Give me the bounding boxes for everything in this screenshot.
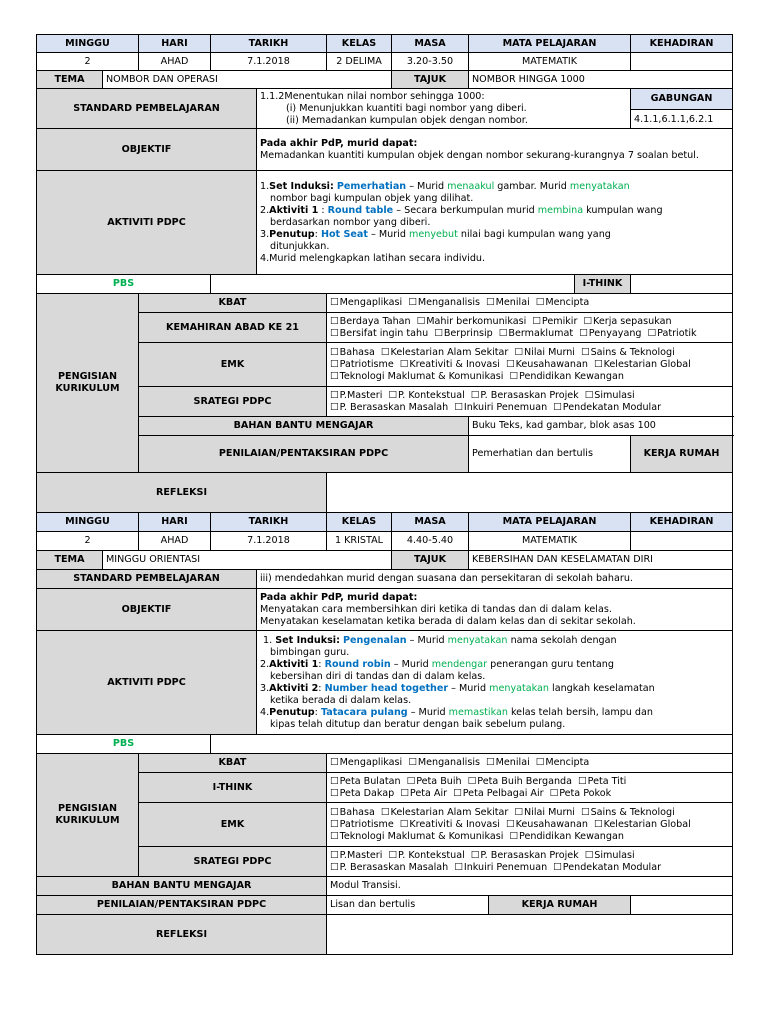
standard-line: (ii) Memadankan kumpulan objek dengan nombor.	[286, 114, 528, 126]
label-aktiviti: AKTIVITI PDPC	[37, 631, 257, 735]
checkbox-option[interactable]: ☐ Kelestarian Alam Sekitar	[381, 347, 508, 358]
activity-text: – Murid	[367, 228, 409, 240]
objektif-heading: Pada akhir PdP, murid dapat:	[260, 591, 418, 603]
checkbox-option[interactable]: ☐ Mengaplikasi	[330, 757, 402, 768]
cell-aktiviti: 1.Set Induksi: Pemerhatian – Murid menaakul gambar. Murid menyatakan nombor bagi kumpulan objek yang dilihat. 2.Aktiviti 1 : Round table – Secara berkumpulan murid membina kumpulan wang berdasarkan nombor yang diberi. 3.Penutup: Hot Seat – Murid menyebut nilai bagi kumpulan wang yang ditunjukkan. 4.Murid melengkapkan latihan secara individu.	[257, 171, 733, 275]
activity-sep: :	[318, 658, 325, 670]
checkbox-option[interactable]: ☐ Kerja sepasukan	[583, 316, 671, 327]
checkbox-option[interactable]: ☐ Pendekatan Modular	[553, 402, 661, 413]
checkbox-option[interactable]: ☐ P. Berasaskan Projek	[471, 390, 579, 401]
header-kelas: KELAS	[327, 35, 392, 53]
label-tema: TEMA	[37, 71, 103, 89]
activity-text: kumpulan wang	[583, 204, 663, 216]
activity-text: nama sekolah dengan	[507, 634, 617, 646]
activity-text: kebersihan diri di tandas dan di dalam kelas.	[270, 670, 486, 682]
activity-label: Aktiviti 2	[269, 682, 319, 694]
checkbox-option[interactable]: ☐ Inkuiri Penemuan	[454, 402, 547, 413]
activity-text: nombor bagi kumpulan objek yang dilihat.	[270, 192, 474, 204]
standard-line: (i) Menunjukkan kuantiti bagi nombor yang diberi.	[286, 102, 527, 114]
header-tarikh: TARIKH	[211, 35, 327, 53]
cell-emk	[327, 343, 733, 387]
cell-kehadiran	[631, 53, 733, 71]
activity-text: ketika berada di dalam kelas.	[270, 694, 412, 706]
activity-keyword: Hot Seat	[320, 228, 368, 240]
checkbox-option[interactable]: ☐ P. Kontekstual	[388, 390, 464, 401]
activity-text: penerangan guru tentang	[487, 658, 614, 670]
label-penilaian: PENILAIAN/PENTAKSIRAN PDPC	[139, 436, 469, 473]
label-emk: EMK	[139, 343, 327, 387]
label-objektif: OBJEKTIF	[37, 129, 257, 171]
activity-text: – Murid	[407, 706, 449, 718]
cell-tajuk: NOMBOR HINGGA 1000	[469, 71, 733, 89]
cell-penilaian: Lisan dan bertulis	[327, 896, 489, 915]
cell-aktiviti: 1. Set Induksi: Pengenalan – Murid menyatakan nama sekolah dengan bimbingan guru. 2.Aktiviti 1: Round robin – Murid mendengar penerangan guru tentang kebersihan diri di tandas dan di dalam kelas. 3.Aktiviti 2: Number head together – Murid menyatakan langkah keselamatan ketika berada di dalam kelas. 4.Penutup: Tatacara pulang – Murid memastikan kelas telah bersih, lampu dan kipas telah ditutup dan beratur dengan baik sebelum pulang.	[257, 631, 733, 735]
checkbox-option[interactable]: ☐ Sains & Teknologi	[581, 347, 675, 358]
label-gabungan: GABUNGAN	[631, 89, 732, 110]
checkbox-option[interactable]: ☐ P. Berasaskan Masalah	[330, 402, 448, 413]
checkbox-option[interactable]: ☐ Mencipta	[536, 297, 590, 308]
checkbox-option[interactable]: ☐ Kelestarian Global	[594, 819, 691, 830]
activity-keyword: Pemerhatian	[336, 180, 407, 192]
cell-kerja-rumah	[631, 896, 733, 915]
activity-verb: membina	[537, 204, 584, 216]
activity-text: – Murid	[448, 682, 490, 694]
activity-label: Penutup	[269, 706, 315, 718]
cell-mata-pelajaran: MATEMATIK	[469, 53, 631, 71]
cell-mata-pelajaran: MATEMATIK	[469, 532, 631, 551]
activity-text: berdasarkan nombor yang diberi.	[270, 216, 431, 228]
checkbox-option[interactable]: ☐ P.Masteri	[330, 850, 382, 861]
header-masa: MASA	[392, 35, 469, 53]
label-tajuk: TAJUK	[392, 551, 469, 570]
cell-gabungan	[631, 89, 733, 129]
activity-text: – Murid	[390, 658, 432, 670]
label-kbat: KBAT	[139, 754, 327, 773]
label-pengisian: PENGISIAN KURIKULUM	[37, 294, 139, 473]
cell-kbat	[327, 754, 733, 773]
label-ithink: I-THINK	[575, 275, 631, 294]
cell-tajuk: KEBERSIHAN DAN KESELAMATAN DIRI	[469, 551, 733, 570]
activity-text: – Murid	[406, 180, 448, 192]
activity-keyword: Tatacara pulang	[320, 706, 408, 718]
cell-tarikh: 7.1.2018	[211, 532, 327, 551]
cell-emk	[327, 803, 733, 847]
cell-hari: AHAD	[139, 532, 211, 551]
cell-objektif	[257, 129, 733, 171]
lesson-plan-table	[36, 34, 733, 955]
cell-pbs	[211, 275, 575, 294]
header-mata-pelajaran: MATA PELAJARAN	[469, 35, 631, 53]
checkbox-option[interactable]: ☐ P. Kontekstual	[388, 850, 464, 861]
label-pengisian: PENGISIAN KURIKULUM	[37, 754, 139, 877]
label-bahan: BAHAN BANTU MENGAJAR	[139, 417, 469, 436]
label-objektif: OBJEKTIF	[37, 589, 257, 631]
checkbox-option[interactable]: ☐ Pendidikan Kewangan	[509, 371, 624, 382]
header-hari: HARI	[139, 35, 211, 53]
activity-keyword: Round table	[327, 204, 394, 216]
checkbox-option[interactable]: ☐ Peta Bulatan	[330, 776, 401, 787]
cell-tema: MINGGU ORIENTASI	[103, 551, 392, 570]
label-ithink: I-THINK	[139, 773, 327, 803]
label-emk: EMK	[139, 803, 327, 847]
label-refleksi: REFLEKSI	[37, 473, 327, 513]
activity-verb: memastikan	[448, 706, 508, 718]
header-minggu: MINGGU	[37, 35, 139, 53]
cell-hari: AHAD	[139, 53, 211, 71]
checkbox-option[interactable]: ☐ Keusahawanan	[506, 819, 588, 830]
checkbox-option[interactable]: ☐ Bermaklumat	[499, 328, 573, 339]
checkbox-option[interactable]: ☐ Patriotik	[648, 328, 697, 339]
checkbox-option[interactable]: ☐ Peta Dakap	[330, 788, 394, 799]
checkbox-option[interactable]: ☐ Penyayang	[579, 328, 641, 339]
checkbox-option[interactable]: ☐ Teknologi Maklumat & Komunikasi	[330, 371, 503, 382]
cell-kemahiran	[327, 313, 733, 343]
cell-tema: NOMBOR DAN OPERASI	[103, 71, 392, 89]
checkbox-option[interactable]: ☐ Mahir berkomunikasi	[417, 316, 527, 327]
label-strategi: SRATEGI PDPC	[139, 847, 327, 877]
label-pbs: PBS	[37, 275, 211, 294]
cell-refleksi[interactable]	[327, 473, 733, 513]
standard-line: 1.1.2Menentukan nilai nombor sehingga 1000:	[260, 90, 485, 102]
activity-verb: menyatakan	[569, 180, 630, 192]
checkbox-option[interactable]: ☐ Kelestarian Global	[594, 359, 691, 370]
checkbox-option[interactable]: ☐ Patriotisme	[330, 359, 394, 370]
activity-label: Penutup	[269, 228, 315, 240]
checkbox-option[interactable]: ☐ Simulasi	[585, 850, 635, 861]
activity-verb: menyatakan	[447, 634, 508, 646]
checkbox-option[interactable]: ☐ Inkuiri Penemuan	[454, 862, 547, 873]
checkbox-option[interactable]: ☐ Peta Titi	[578, 776, 626, 787]
header-hari: HARI	[139, 513, 211, 532]
activity-sep: :	[318, 204, 328, 216]
activity-text: kipas telah ditutup dan beratur dengan baik sebelum pulang.	[270, 718, 566, 730]
checkbox-option[interactable]: ☐ Kelestarian Alam Sekitar	[381, 807, 508, 818]
activity-label: Aktiviti 1	[269, 204, 319, 216]
checkbox-option[interactable]: ☐ Bersifat ingin tahu	[330, 328, 428, 339]
activity-sep: :	[314, 228, 321, 240]
gabungan-value: 4.1.1,6.1.1,6.2.1	[634, 114, 714, 125]
checkbox-option[interactable]: ☐ Patriotisme	[330, 819, 394, 830]
checkbox-option[interactable]: ☐ Pendekatan Modular	[553, 862, 661, 873]
checkbox-option[interactable]: ☐ Kreativiti & Inovasi	[400, 819, 500, 830]
checkbox-option[interactable]: ☐ P.Masteri	[330, 390, 382, 401]
activity-keyword: Round robin	[324, 658, 391, 670]
label-aktiviti: AKTIVITI PDPC	[37, 171, 257, 275]
activity-label: Set Induksi:	[275, 634, 340, 646]
checkbox-option[interactable]: ☐ Keusahawanan	[506, 359, 588, 370]
checkbox-option[interactable]: ☐ Menilai	[486, 757, 530, 768]
activity-text: kelas telah bersih, lampu dan	[507, 706, 653, 718]
cell-bahan: Buku Teks, kad gambar, blok asas 100	[469, 417, 733, 436]
activity-verb: menyebut	[408, 228, 458, 240]
label-kemahiran: KEMAHIRAN ABAD KE 21	[139, 313, 327, 343]
label-bahan: BAHAN BANTU MENGAJAR	[37, 877, 327, 896]
cell-penilaian: Pemerhatian dan bertulis	[469, 436, 631, 473]
checkbox-option[interactable]: ☐ P. Berasaskan Masalah	[330, 862, 448, 873]
activity-text: – Secara berkumpulan murid	[393, 204, 538, 216]
checkbox-option[interactable]: ☐ Peta Pelbagai Air	[453, 788, 543, 799]
cell-pbs	[211, 735, 733, 754]
activity-sep: :	[318, 682, 325, 694]
cell-kbat	[327, 294, 733, 313]
checkbox-option[interactable]: ☐ Peta Buih	[407, 776, 462, 787]
activity-sep: :	[314, 706, 321, 718]
label-kerja-rumah: KERJA RUMAH	[489, 896, 631, 915]
checkbox-option[interactable]: ☐ Peta Pokok	[550, 788, 612, 799]
activity-text: langkah keselamatan	[549, 682, 655, 694]
header-mata-pelajaran: MATA PELAJARAN	[469, 513, 631, 532]
header-kelas: KELAS	[327, 513, 392, 532]
checkbox-option[interactable]: ☐ Mengaplikasi	[330, 297, 402, 308]
objektif-text: Menyatakan keselamatan ketika berada di dalam kelas dan di sekitar sekolah.	[260, 615, 636, 627]
cell-tarikh: 7.1.2018	[211, 53, 327, 71]
label-penilaian: PENILAIAN/PENTAKSIRAN PDPC	[37, 896, 327, 915]
header-minggu: MINGGU	[37, 513, 139, 532]
cell-kehadiran	[631, 532, 733, 551]
checkbox-option[interactable]: ☐ Bahasa	[330, 807, 375, 818]
activity-text: bimbingan guru.	[270, 646, 350, 658]
checkbox-option[interactable]: ☐ Pendidikan Kewangan	[509, 831, 624, 842]
cell-ithink	[631, 275, 733, 294]
header-kehadiran: KEHADIRAN	[631, 513, 733, 532]
label-tajuk: TAJUK	[392, 71, 469, 89]
header-tarikh: TARIKH	[211, 513, 327, 532]
objektif-heading: Pada akhir PdP, murid dapat:	[260, 137, 418, 149]
checkbox-option[interactable]: ☐ Menilai	[486, 297, 530, 308]
activity-text: nilai bagi kumpulan wang yang	[457, 228, 611, 240]
label-kbat: KBAT	[139, 294, 327, 313]
activity-keyword: Number head together	[324, 682, 449, 694]
activity-verb: menaakul	[447, 180, 495, 192]
checkbox-option[interactable]: ☐ Menganalisis	[408, 297, 480, 308]
checkbox-option[interactable]: ☐ P. Berasaskan Projek	[471, 850, 579, 861]
cell-ithink	[327, 773, 733, 803]
label-pbs: PBS	[37, 735, 211, 754]
checkbox-option[interactable]: ☐ Berprinsip	[434, 328, 493, 339]
cell-masa: 3.20-3.50	[392, 53, 469, 71]
checkbox-option[interactable]: ☐ Teknologi Maklumat & Komunikasi	[330, 831, 503, 842]
cell-bahan: Modul Transisi.	[327, 877, 733, 896]
activity-text: – Murid	[406, 634, 448, 646]
checkbox-option[interactable]: ☐ Mencipta	[536, 757, 590, 768]
checkbox-option[interactable]: ☐ Simulasi	[585, 390, 635, 401]
checkbox-option[interactable]: ☐ Bahasa	[330, 347, 375, 358]
checkbox-option[interactable]: ☐ Pemikir	[532, 316, 577, 327]
checkbox-option[interactable]: ☐ Nilai Murni	[514, 347, 575, 358]
label-kerja-rumah: KERJA RUMAH	[631, 436, 733, 473]
cell-kelas: 1 KRISTAL	[327, 532, 392, 551]
checkbox-option[interactable]: ☐ Peta Air	[400, 788, 447, 799]
activity-text: ditunjukkan.	[270, 240, 330, 252]
label-standard: STANDARD PEMBELAJARAN	[37, 570, 257, 589]
cell-kelas: 2 DELIMA	[327, 53, 392, 71]
activity-label: Set Induksi:	[269, 180, 334, 192]
header-kehadiran: KEHADIRAN	[631, 35, 733, 53]
cell-masa: 4.40-5.40	[392, 532, 469, 551]
activity-text: Murid melengkapkan latihan secara individu.	[269, 252, 486, 264]
activity-verb: mendengar	[431, 658, 488, 670]
cell-objektif	[257, 589, 733, 631]
activity-keyword: Pengenalan	[342, 634, 407, 646]
cell-minggu: 2	[37, 53, 139, 71]
cell-minggu: 2	[37, 532, 139, 551]
checkbox-option[interactable]: ☐ Nilai Murni	[514, 807, 575, 818]
activity-label: Aktiviti 1	[269, 658, 319, 670]
checkbox-option[interactable]: ☐ Berdaya Tahan	[330, 316, 411, 327]
cell-standard: iii) mendedahkan murid dengan suasana dan persekitaran di sekolah baharu.	[257, 570, 733, 589]
cell-standard	[257, 89, 631, 129]
cell-refleksi[interactable]	[327, 915, 733, 955]
checkbox-option[interactable]: ☐ Menganalisis	[408, 757, 480, 768]
label-tema: TEMA	[37, 551, 103, 570]
label-strategi: SRATEGI PDPC	[139, 387, 327, 417]
activity-verb: menyatakan	[489, 682, 549, 694]
checkbox-option[interactable]: ☐ Peta Buih Berganda	[468, 776, 572, 787]
checkbox-option[interactable]: ☐ Sains & Teknologi	[581, 807, 675, 818]
objektif-text: Menyatakan cara membersihkan diri ketika di tandas dan di dalam kelas.	[260, 603, 612, 615]
checkbox-option[interactable]: ☐ Kreativiti & Inovasi	[400, 359, 500, 370]
cell-strategi	[327, 847, 733, 877]
activity-text: gambar. Murid	[494, 180, 570, 192]
header-masa: MASA	[392, 513, 469, 532]
label-standard: STANDARD PEMBELAJARAN	[37, 89, 257, 129]
objektif-text: Memadankan kuantiti kumpulan objek dengan nombor sekurang-kurangnya 7 soalan betul.	[260, 149, 699, 161]
label-refleksi: REFLEKSI	[37, 915, 327, 955]
cell-strategi	[327, 387, 733, 417]
